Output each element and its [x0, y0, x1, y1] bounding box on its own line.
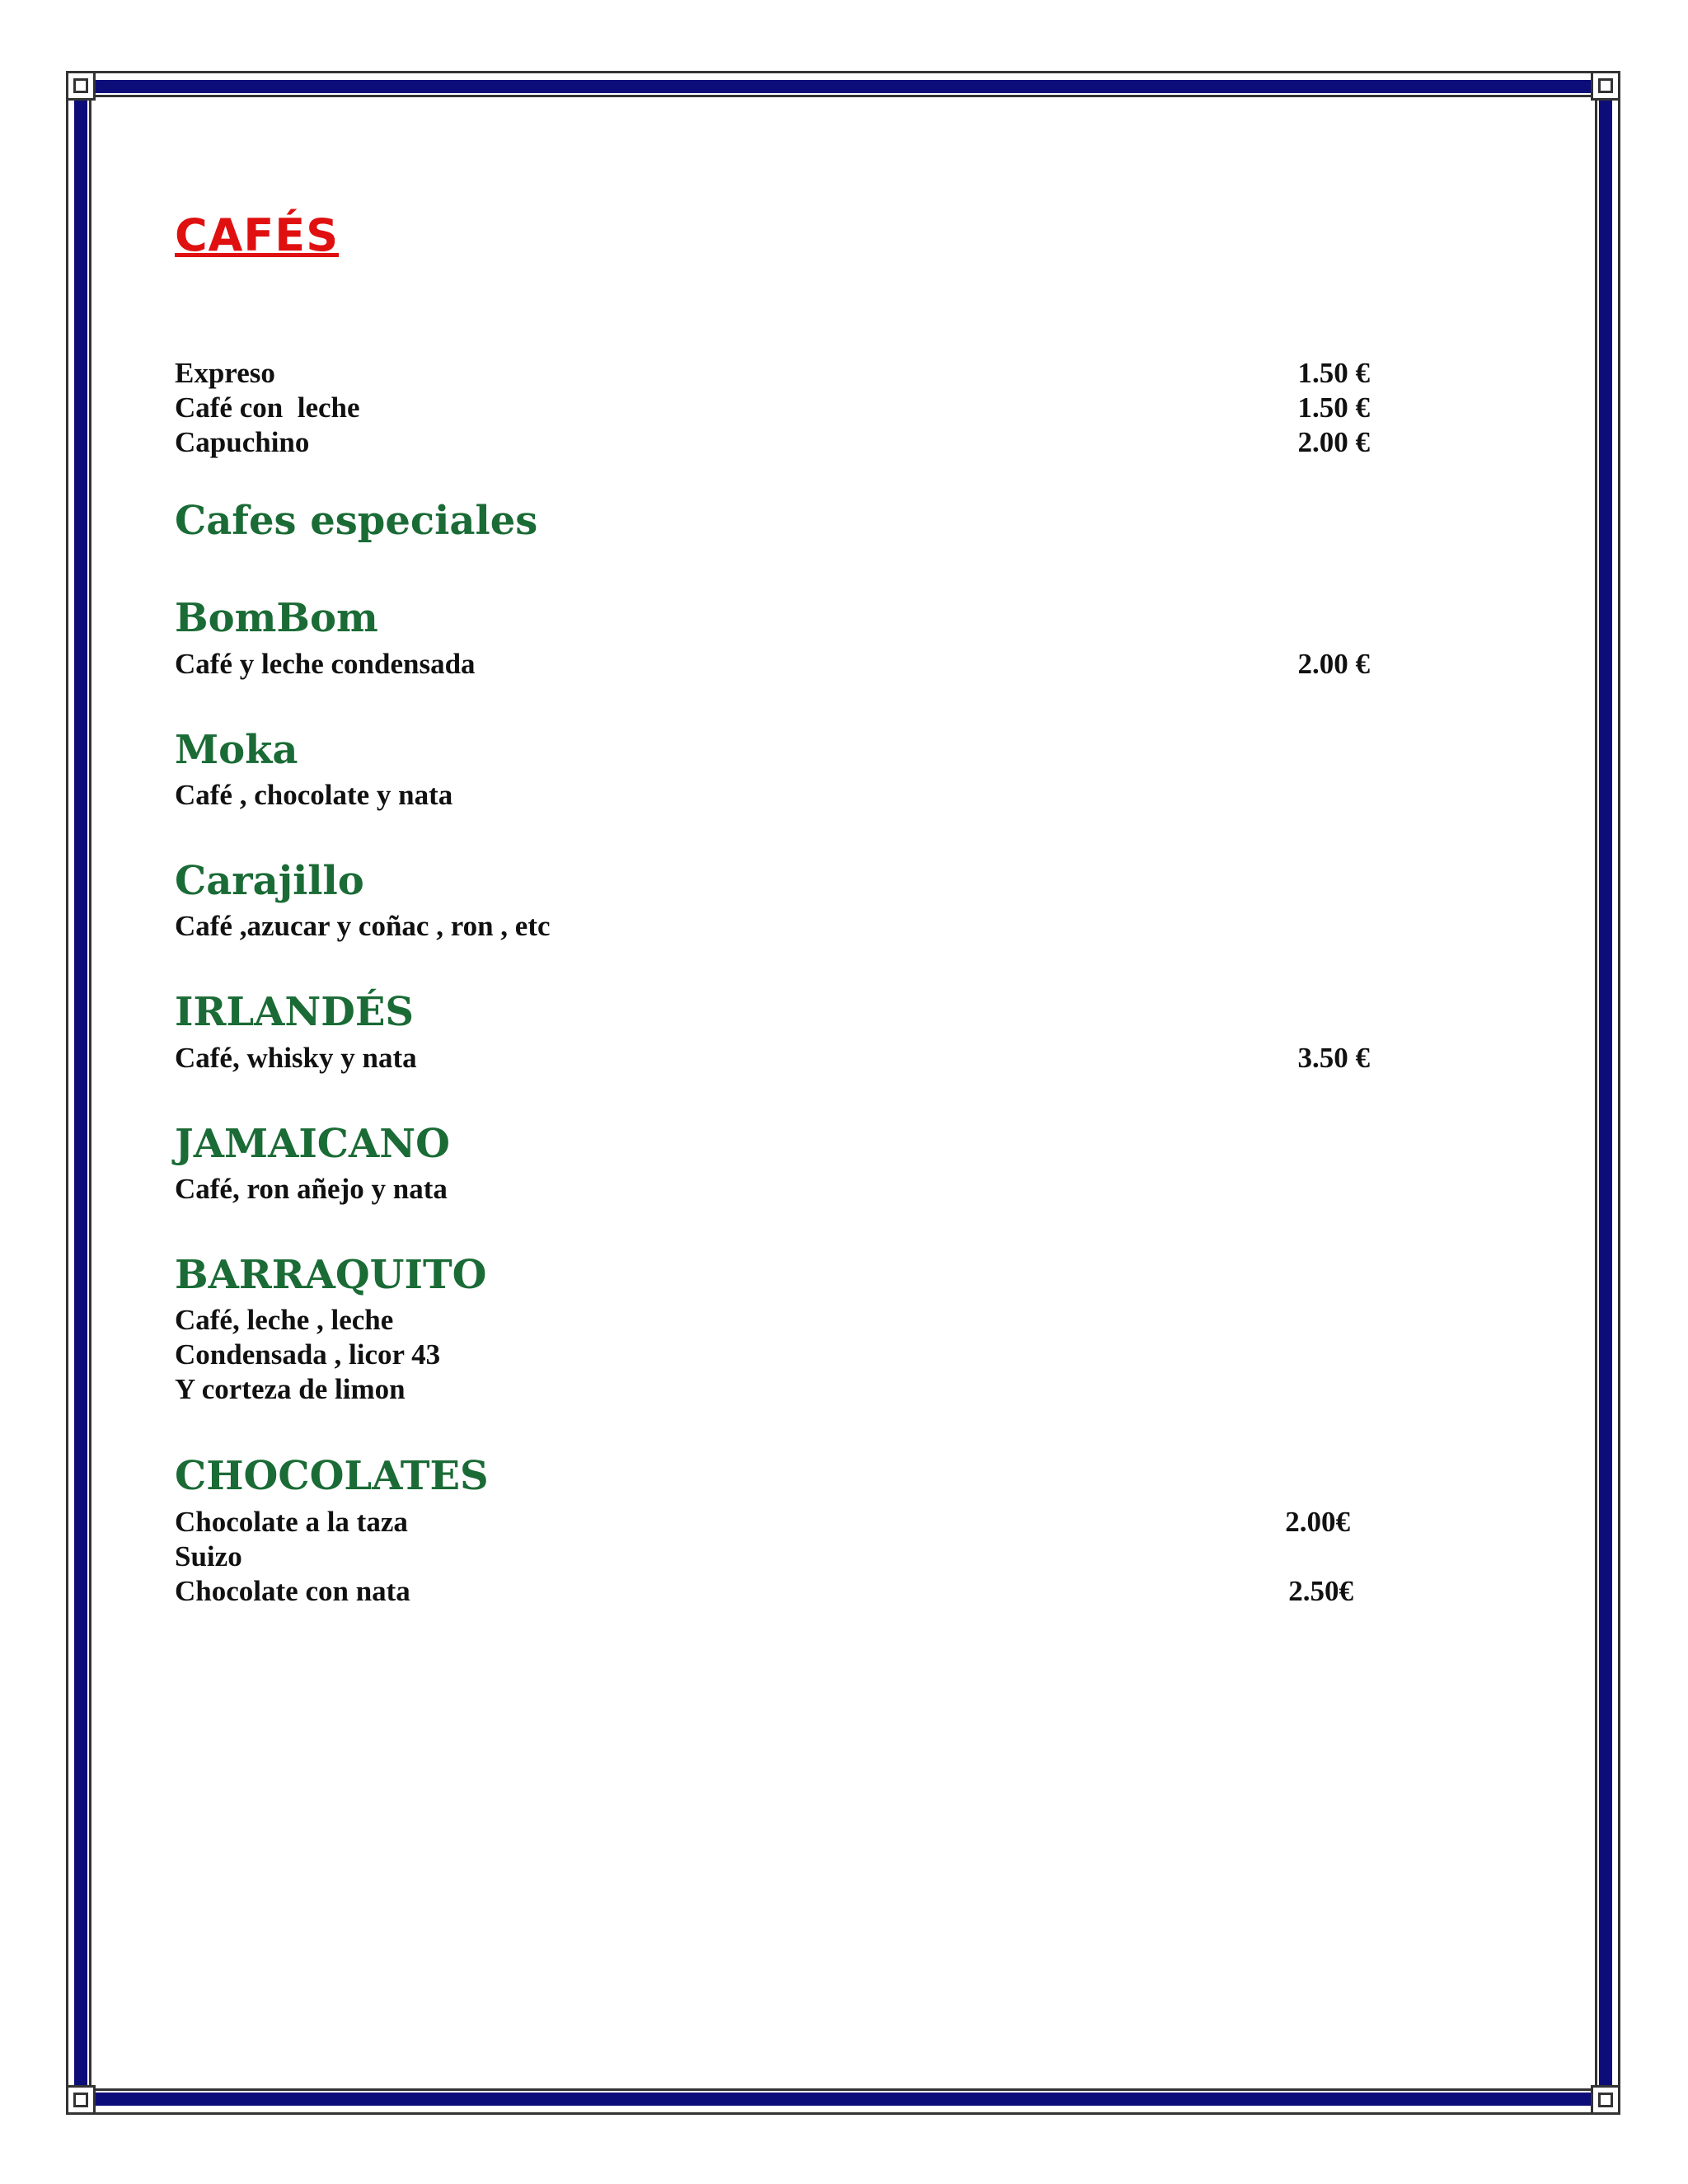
- special-desc-line: Y corteza de limon: [175, 1373, 406, 1405]
- special-name: IRLANDÉS: [175, 989, 415, 1035]
- special-name: BARRAQUITO: [175, 1252, 487, 1298]
- page-title: CAFÉS: [175, 209, 340, 261]
- section-heading-chocolates: CHOCOLATES: [175, 1453, 489, 1499]
- section-heading-specials: Cafes especiales: [175, 498, 538, 544]
- special-desc: Café , chocolate y nata: [175, 779, 453, 811]
- special-name: JAMAICANO: [175, 1121, 450, 1167]
- item-name: Expreso: [175, 357, 275, 389]
- special-name: Carajillo: [175, 858, 364, 904]
- item-name: Chocolate con nata: [175, 1575, 410, 1607]
- item-price: 2.00€: [1285, 1506, 1350, 1538]
- item-name: Chocolate a la taza: [175, 1506, 408, 1538]
- item-price: 1.50 €: [1297, 357, 1370, 389]
- special-desc: Café ,azucar y coñac , ron , etc: [175, 910, 551, 942]
- special-name: BomBom: [175, 595, 378, 641]
- item-price: 2.00 €: [1297, 426, 1370, 458]
- frame-corner-bottom-right: [1591, 2085, 1620, 2115]
- menu-item: [175, 426, 1370, 461]
- frame-corner-top-left: [66, 71, 96, 101]
- special-desc: Café, ron añejo y nata: [175, 1173, 448, 1205]
- menu-item: [175, 1540, 1370, 1575]
- item-name: Capuchino: [175, 426, 310, 458]
- special-price: 3.50 €: [1297, 1042, 1370, 1074]
- menu-item: [175, 1506, 1362, 1540]
- menu-item: [175, 357, 1370, 391]
- special-desc-line: Café, leche , leche: [175, 1304, 394, 1336]
- special-name: Moka: [175, 727, 298, 773]
- frame-corner-bottom-left: [66, 2085, 96, 2115]
- item-price: 2.50€: [1288, 1575, 1353, 1607]
- item-name: Café con leche: [175, 391, 360, 424]
- special-desc: Café, whisky y nata: [175, 1042, 417, 1074]
- menu-item: [175, 391, 1370, 426]
- menu-item: [175, 1575, 1362, 1610]
- special-desc-line: Condensada , licor 43: [175, 1338, 441, 1371]
- item-name: Suizo: [175, 1540, 242, 1572]
- special-price: 2.00 €: [1297, 648, 1370, 680]
- frame-corner-top-right: [1591, 71, 1620, 101]
- special-desc: Café y leche condensada: [175, 648, 476, 680]
- item-price: 1.50 €: [1297, 391, 1370, 424]
